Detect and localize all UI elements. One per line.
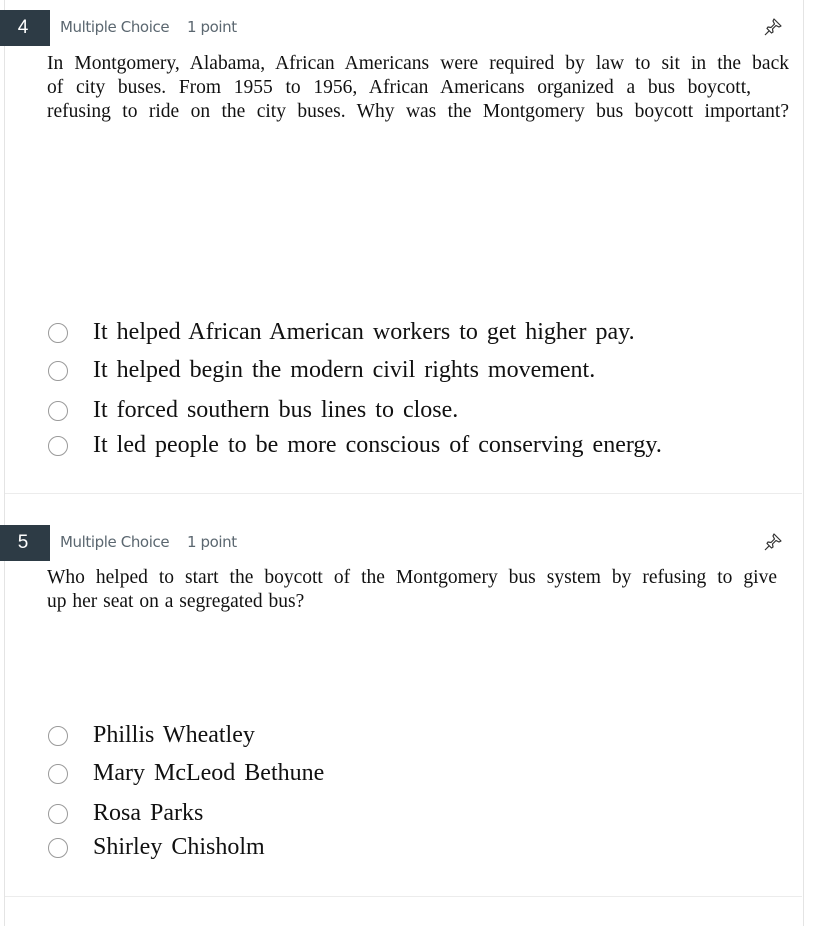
answer-label[interactable]: Shirley Chisholm <box>93 834 265 860</box>
pin-icon[interactable] <box>763 532 783 552</box>
question-divider <box>5 896 802 897</box>
question-text <box>47 566 777 614</box>
answer-label[interactable]: It helped begin the modern civil rights movement. <box>93 357 596 383</box>
question-type: Multiple Choice <box>60 18 170 36</box>
question-text <box>47 52 789 124</box>
answer-label[interactable]: Mary McLeod Bethune <box>93 760 325 786</box>
radio-button[interactable] <box>48 804 68 824</box>
answer-option[interactable] <box>48 800 788 830</box>
radio-button[interactable] <box>48 323 68 343</box>
question-header <box>0 10 820 46</box>
radio-button[interactable] <box>48 726 68 746</box>
question-type: Multiple Choice <box>60 533 170 551</box>
question-header <box>0 525 820 561</box>
question-points: 1 point <box>187 18 237 36</box>
answer-label[interactable]: Phillis Wheatley <box>93 722 255 748</box>
answer-label[interactable]: It helped African American workers to get higher pay. <box>93 319 635 345</box>
radio-button[interactable] <box>48 436 68 456</box>
radio-button[interactable] <box>48 838 68 858</box>
question-text-line: refusing to ride on the city buses. Why was the Montgomery bus boycott important? <box>47 101 789 122</box>
answer-label[interactable]: It forced southern bus lines to close. <box>93 397 459 423</box>
question-text-line: of city buses. From 1955 to 1956, African Americans organized a bus boycott, <box>47 77 751 98</box>
question-points: 1 point <box>187 533 237 551</box>
pin-icon[interactable] <box>763 17 783 37</box>
question-text-line: In Montgomery, Alabama, African Americans were required by law to sit in the back <box>47 53 789 74</box>
answer-option[interactable] <box>48 834 788 864</box>
question-number-badge: 5 <box>0 525 50 561</box>
answer-option[interactable] <box>48 722 788 752</box>
answer-option[interactable] <box>48 397 788 427</box>
question-divider <box>5 493 802 494</box>
radio-button[interactable] <box>48 401 68 421</box>
answer-option[interactable] <box>48 319 788 349</box>
answer-label[interactable]: It led people to be more conscious of conserving energy. <box>93 432 662 458</box>
radio-button[interactable] <box>48 764 68 784</box>
answer-label[interactable]: Rosa Parks <box>93 800 204 826</box>
question-text-line: Who helped to start the boycott of the Montgomery bus system by refusing to give <box>47 567 777 588</box>
answer-option[interactable] <box>48 432 788 462</box>
question-number-badge: 4 <box>0 10 50 46</box>
question-text-line: up her seat on a segregated bus? <box>47 591 305 612</box>
answer-option[interactable] <box>48 357 788 387</box>
answer-option[interactable] <box>48 760 788 790</box>
radio-button[interactable] <box>48 361 68 381</box>
